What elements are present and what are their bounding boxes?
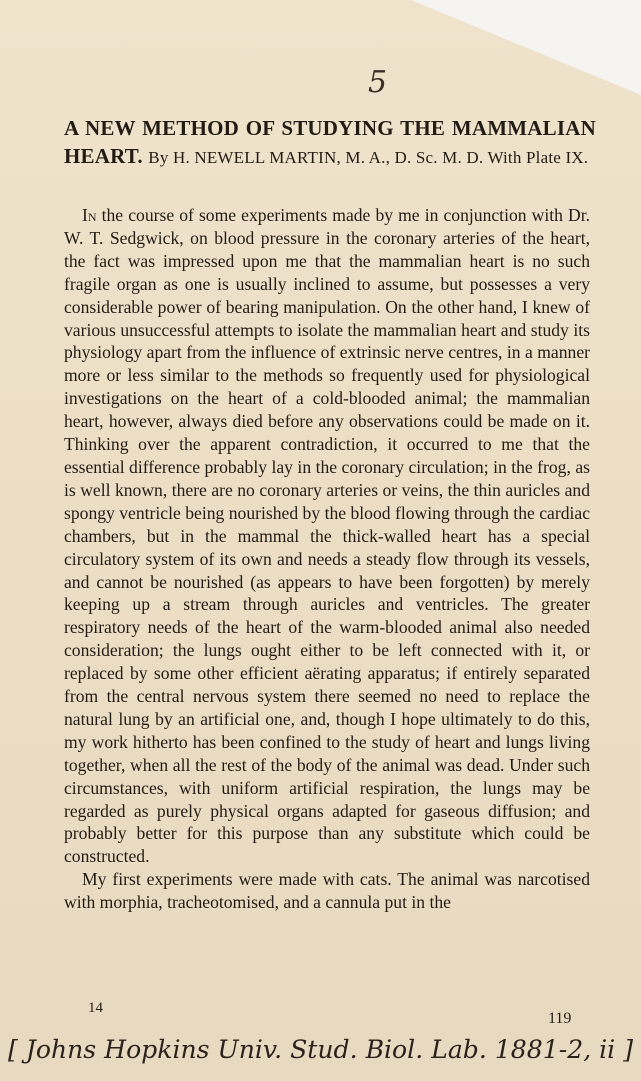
paragraph-1-text: the course of some experiments made by me in conjunction with Dr. W. T. Sedgwick, on blood pressure in the coronary arteries of the heart, the fact was impressed upon me that the mammalian heart is no such fragile organ as one is usually inclined to assume, but possesses a very considerable power of bearing manipulation. On the other hand, I knew of various unsuccessful attempts to isolate the mammalian heart and study its physiology apart from the influence of extrinsic nerve centres, in a manner more or less similar to the methods so frequently used for physiological investigations on the heart of a cold-blooded animal; the mammalian heart, however, always died before any observations could be made on it. Thinking over the apparent contradiction, it occurred to me that the essential difference probably lay in the coronary circulation; in the frog, as is well known, there are no coronary arteries or veins, the thin auricles and spongy ventricle being nourished by the blood flowing through the cardiac chambers, but in the mammal the thick-walled heart has a special circulatory system of its own and needs a steady flow through its vessels, and cannot be nourished (as appears to have been forgotten) by merely keeping up a stream through auricles and ventricles. The greater respiratory needs of the heart of the warm-blooded animal also needed consideration; the lungs ought either to be left connected with it, or replaced by some other efficient aërating apparatus; if entirely separated from the central nervous system there seemed no need to replace the natural lung by an artificial one, and, though I hope ultimately to do this, my work hitherto has been confined to the study of heart and lungs living together, when all the rest of the body of the animal was dead. Under such circumstances, with uniform artificial respiration, the lungs may be regarded as purely physical organs adapted for gaseous diffusion; and probably better for this purpose than any substitute which could be constructed. xyxy=(64,205,590,867)
svg-text:5: 5 xyxy=(368,65,388,100)
article-title xyxy=(64,114,596,172)
paragraph-1 xyxy=(64,204,590,868)
title-main: A NEW METHOD OF STUDYING THE MAMMALIAN HEART. xyxy=(64,116,596,168)
handwritten-note xyxy=(8,1024,640,1074)
folio-mark xyxy=(364,60,404,100)
article-body xyxy=(64,204,590,914)
title-byline: By H. NEWELL MARTIN, M. A., D. Sc. M. D. With Plate IX. xyxy=(148,148,589,167)
drop-lead: In xyxy=(82,205,97,225)
signature-mark: 14 xyxy=(88,1000,103,1016)
paragraph-2: My first experiments were made with cats. The animal was narcotised with morphia, tracheotomised, and a cannula put in the xyxy=(64,869,590,913)
page-number: 119 xyxy=(548,1010,572,1027)
torn-corner xyxy=(411,0,641,95)
svg-text:[ Johns Hopkins Univ. Stud. Bi: [ Johns Hopkins Univ. Stud. Biol. Lab. 1881-2, ii ] xyxy=(8,1035,634,1064)
